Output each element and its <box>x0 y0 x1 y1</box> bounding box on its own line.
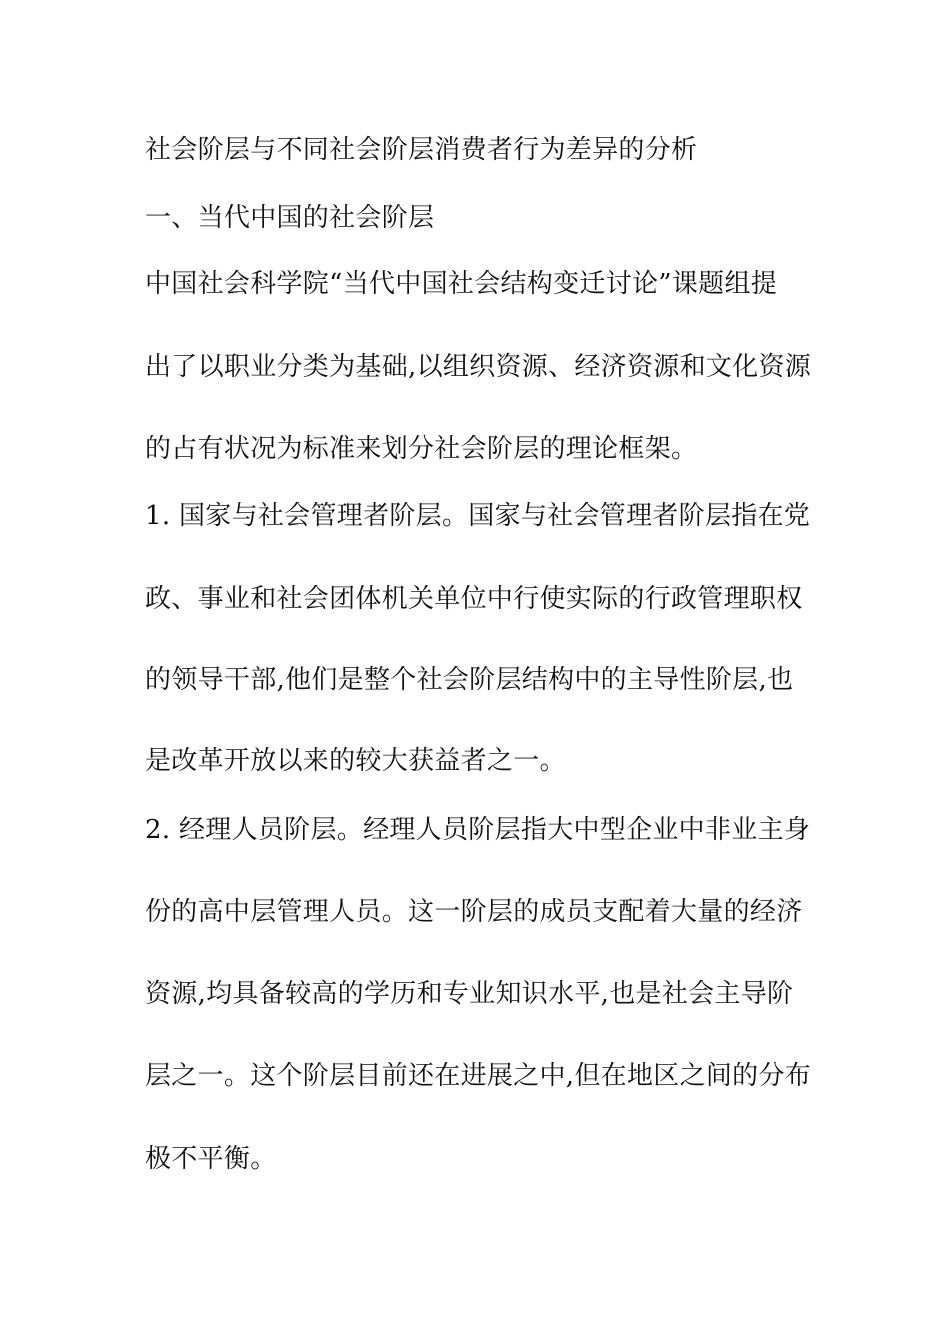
paragraph-line: 的占有状况为标准来划分社会阶层的理论框架。 <box>145 434 698 464</box>
paragraph-line: 出了以职业分类为基础,以组织资源、经济资源和文化资源 <box>145 352 812 382</box>
paragraph-line: 是改革开放以来的较大获益者之一。 <box>145 746 566 776</box>
paragraph-line: 的领导干部,他们是整个社会阶层结构中的主导性阶层,也 <box>145 665 794 695</box>
paragraph-line: 极不平衡。 <box>145 1144 277 1174</box>
document-title: 社会阶层与不同社会阶层消费者行为差异的分析 <box>145 135 698 165</box>
paragraph-line: 资源,均具备较高的学历和专业知识水平,也是社会主导阶 <box>145 979 794 1009</box>
paragraph-line: 中国社会科学院“当代中国社会结构变迁讨论”课题组提 <box>145 269 778 299</box>
paragraph-line: 层之一。这个阶层目前还在进展之中,但在地区之间的分布 <box>145 1061 812 1091</box>
paragraph-line: 2. 经理人员阶层。经理人员阶层指大中型企业中非业主身 <box>145 815 811 845</box>
paragraph-line: 政、事业和社会团体机关单位中行使实际的行政管理职权 <box>145 584 803 614</box>
paragraph-line: 1. 国家与社会管理者阶层。国家与社会管理者阶层指在党 <box>145 501 811 531</box>
section-heading: 一、当代中国的社会阶层 <box>145 203 435 233</box>
paragraph-line: 份的高中层管理人员。这一阶层的成员支配着大量的经济 <box>145 897 803 927</box>
